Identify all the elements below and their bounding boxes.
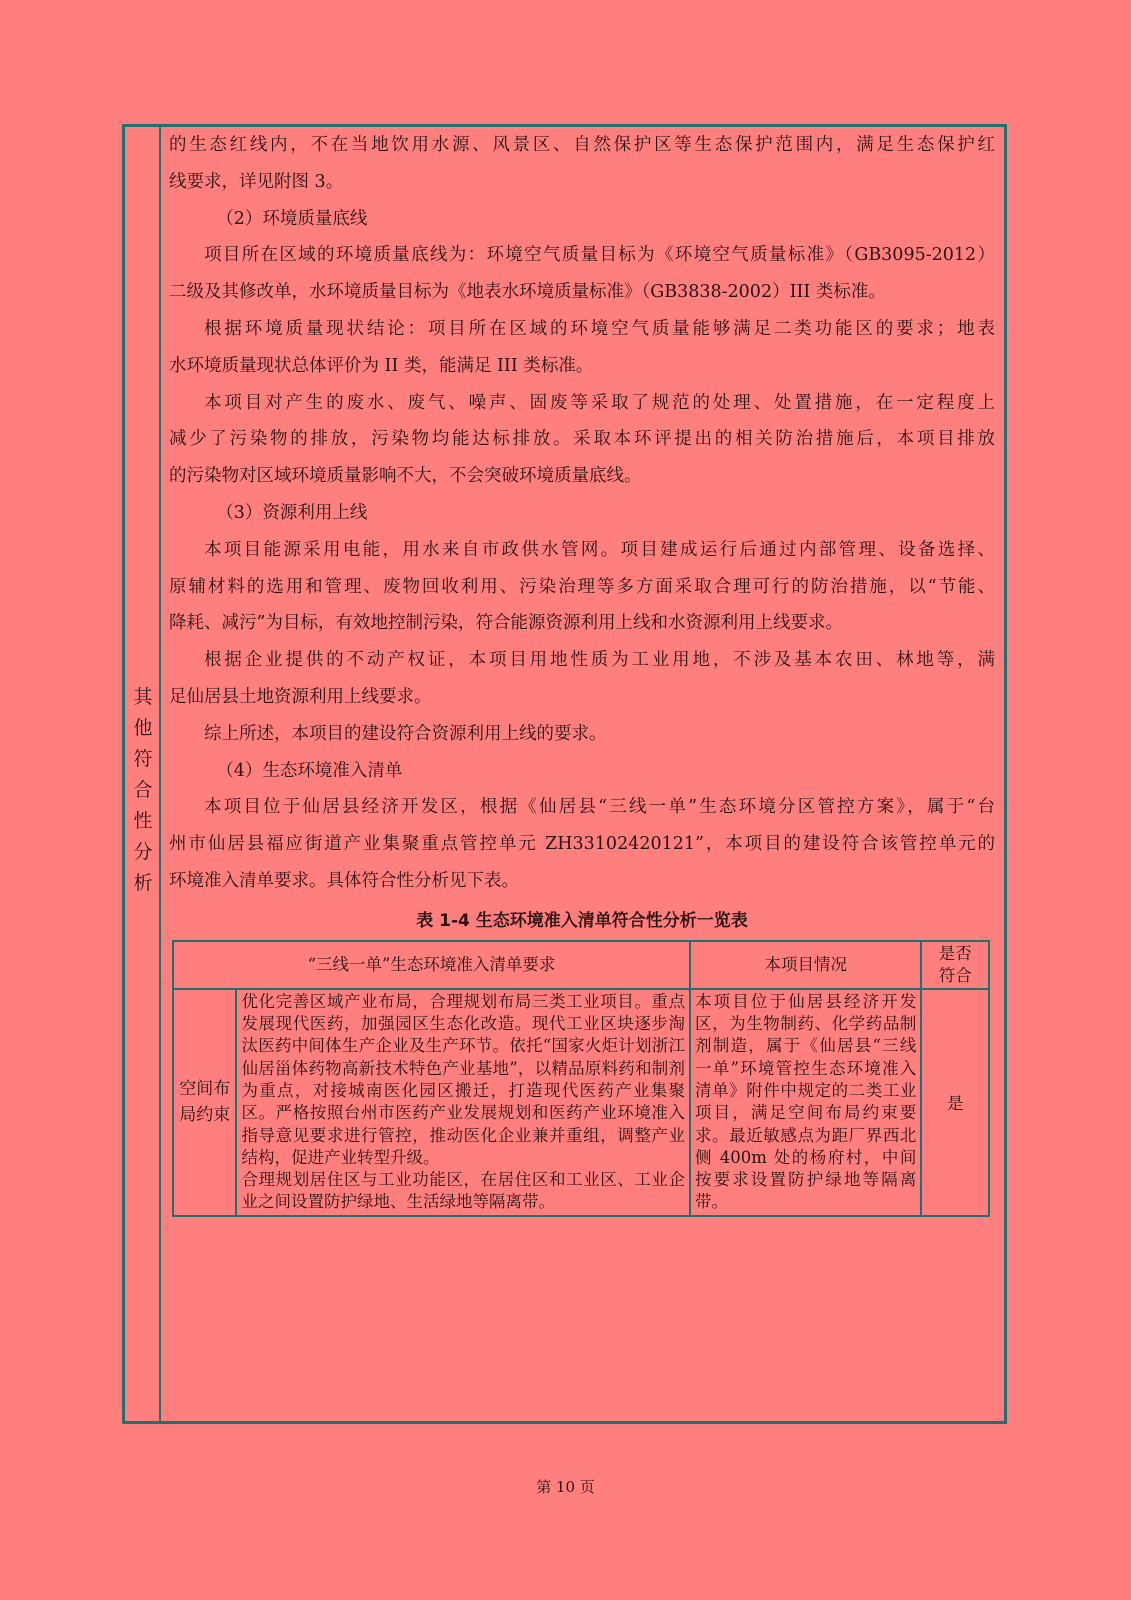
- section-label-char: 性: [133, 810, 153, 832]
- table-title: 表 1-4 生态环境准入清单符合性分析一览表: [416, 910, 748, 931]
- section-label-char: 其: [133, 686, 153, 708]
- section-label-column: [125, 127, 161, 1421]
- section-label: [125, 682, 161, 899]
- body-line: 减少了污染物的排放，污染物均能达标排放。采取本环评提出的相关防治措施后，本项目排放: [169, 429, 995, 450]
- header-compliant-line1: 是否: [938, 943, 972, 963]
- body-line: 原辅材料的选用和管理、废物回收利用、污染治理等多方面采取合理可行的防治措施，以“节能、: [169, 576, 995, 597]
- body-line: 根据企业提供的不动产权证，本项目用地性质为工业用地，不涉及基本农田、林地等，满: [204, 650, 995, 671]
- body-line: 项目所在区域的环境质量底线为：环境空气质量目标为《环境空气质量标准》（GB3095-2012）: [204, 245, 995, 266]
- section-heading-quality-baseline: （2）环境质量底线: [216, 208, 368, 229]
- body-line: 的污染物对区域环境质量影响不大，不会突破环境质量底线。: [169, 466, 642, 487]
- body-line: 综上所述，本项目的建设符合资源利用上线的要求。: [204, 723, 607, 744]
- page-frame: [122, 124, 1007, 1424]
- section-label-char: 合: [133, 779, 153, 801]
- situation-cell: 本项目位于仙居县经济开发区，为生物制药、化学药品制剂制造，属于《仙居县“三线一单”环境管控生态环境准入清单》附件中规定的二类工业项目，满足空间布局约束要求。最近敏感点为距厂界西北侧 400m 处的杨府村，中间按要求设置防护绿地等隔离带。: [690, 989, 921, 1216]
- section-label-char: 符: [133, 748, 153, 770]
- body-line: 的生态红线内，不在当地饮用水源、风景区、自然保护区等生态保护范围内，满足生态保护红: [169, 135, 995, 155]
- header-situation: 本项目情况: [690, 941, 921, 989]
- requirement-text-2: 合理规划居住区与工业功能区，在居住区和工业区、工业企业之间设置防护绿地、生活绿地等隔离带。: [241, 1170, 686, 1212]
- section-heading-access-list: （4）生态环境准入清单: [216, 760, 403, 781]
- body-line: 水环境质量现状总体评价为 II 类，能满足 III 类标准。: [169, 355, 594, 376]
- compliance-table: [172, 940, 990, 1217]
- section-heading-resource-limit: （3）资源利用上线: [216, 502, 368, 523]
- body-line: 根据环境质量现状结论：项目所在区域的环境空气质量能够满足二类功能区的要求；地表: [204, 318, 995, 339]
- table-header-row: [173, 941, 989, 989]
- body-line: 环境准入清单要求。具体符合性分析见下表。: [169, 870, 519, 891]
- section-label-char: 析: [133, 872, 153, 894]
- page-number: 第 10 页: [536, 1478, 595, 1496]
- section-label-char: 他: [133, 717, 153, 739]
- header-compliant: [921, 941, 989, 989]
- section-label-char: 分: [133, 841, 153, 863]
- body-line: 二级及其修改单，水环境质量目标为《地表水环境质量标准》（GB3838-2002）III 类标准。: [169, 282, 886, 303]
- requirement-cell: [236, 989, 690, 1216]
- compliant-cell: 是: [921, 989, 989, 1216]
- body-line: 本项目对产生的废水、废气、噪声、固废等采取了规范的处理、处置措施，在一定程度上: [204, 392, 995, 413]
- body-line: 本项目能源采用电能，用水来自市政供水管网。项目建成运行后通过内部管理、设备选择、: [204, 539, 995, 560]
- body-line: 足仙居县土地资源利用上线要求。: [169, 686, 432, 707]
- header-requirement: “三线一单”生态环境准入清单要求: [173, 941, 690, 989]
- main-content: [169, 127, 995, 1217]
- header-compliant-line2: 符合: [938, 965, 972, 985]
- body-line: 本项目位于仙居县经济开发区，根据《仙居县“三线一单”生态环境分区管控方案》，属于“台: [204, 797, 995, 818]
- table-row: [173, 989, 989, 1216]
- body-line: 州市仙居县福应街道产业集聚重点管控单元 ZH33102420121”，本项目的建设符合该管控单元的: [169, 834, 995, 855]
- body-line: 线要求，详见附图 3。: [169, 171, 344, 192]
- requirement-text-1: 优化完善区域产业布局，合理规划布局三类工业项目。重点发展现代医药，加强园区生态化改造。现代工业区块逐步淘汰医药中间体生产企业及生产环节。依托“国家火炬计划浙江仙居甾体药物高新技术特色产业基地”，以精品原料药和制剂为重点，对接城南医化园区搬迁，打造现代医药产业集聚区。严格按照台州市医药产业发展规划和医药产业环境准入指导意见要求进行管控，推动医化企业兼并重组，调整产业结构，促进产业转型升级。: [241, 991, 686, 1167]
- category-cell: 空间布局约束: [173, 989, 236, 1216]
- body-line: 降耗、减污”为目标，有效地控制污染，符合能源资源利用上线和水资源利用上线要求。: [169, 613, 843, 634]
